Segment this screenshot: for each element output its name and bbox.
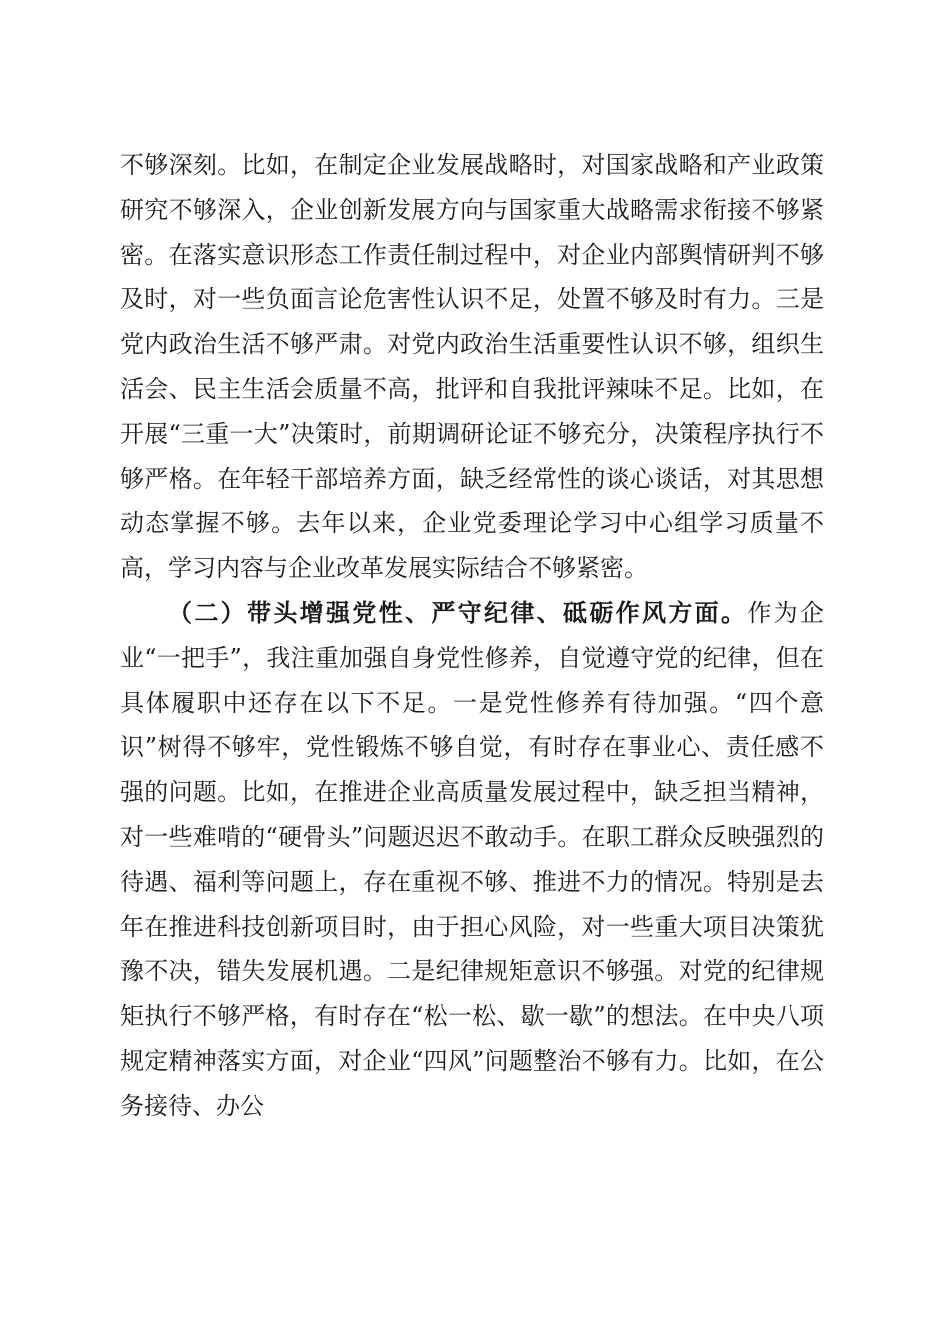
document-page <box>120 143 824 1129</box>
section-2-body: 作为企业“一把手”，我注重加强自身党性修养，自觉遵守党的纪律，但在具体履职中还存在以下不足。一是党性修养有待加强。“四个意识”树得不够牢，党性锻炼不够自觉，有时存在事业心、责任感不强的问题。比如，在推进企业高质量发展过程中，缺乏担当精神，对一些难啃的“硬骨头”问题迟迟不敢动手。在职工群众反映强烈的待遇、福利等问题上，存在重视不够、推进不力的情况。特别是去年在推进科技创新项目时，由于担心风险，对一些重大项目决策犹豫不决，错失发展机遇。二是纪律规矩意识不够强。对党的纪律规矩执行不够严格，有时存在“松一松、歇一歇”的想法。在中央八项规定精神落实方面，对企业“四风”问题整治不够有力。比如，在公务接待、办公 <box>120 598 825 1120</box>
paragraph-continuation: 不够深刻。比如，在制定企业发展战略时，对国家战略和产业政策研究不够深入，企业创新发展方向与国家重大战略需求衔接不够紧密。在落实意识形态工作责任制过程中，对企业内部舆情研判不够及时，对一些负面言论危害性认识不足，处置不够及时有力。三是党内政治生活不够严肃。对党内政治生活重要性认识不够，组织生活会、民主生活会质量不高，批评和自我批评辣味不足。比如，在开展“三重一大”决策时，前期调研论证不够充分，决策程序执行不够严格。在年轻干部培养方面，缺乏经常性的谈心谈话，对其思想动态掌握不够。去年以来，企业党委理论学习中心组学习质量不高，学习内容与企业改革发展实际结合不够紧密。 <box>120 151 824 583</box>
section-2-heading: （二）带头增强党性、严守纪律、砥砺作风方面。 <box>168 597 748 627</box>
section-2-paragraph <box>120 591 824 1129</box>
